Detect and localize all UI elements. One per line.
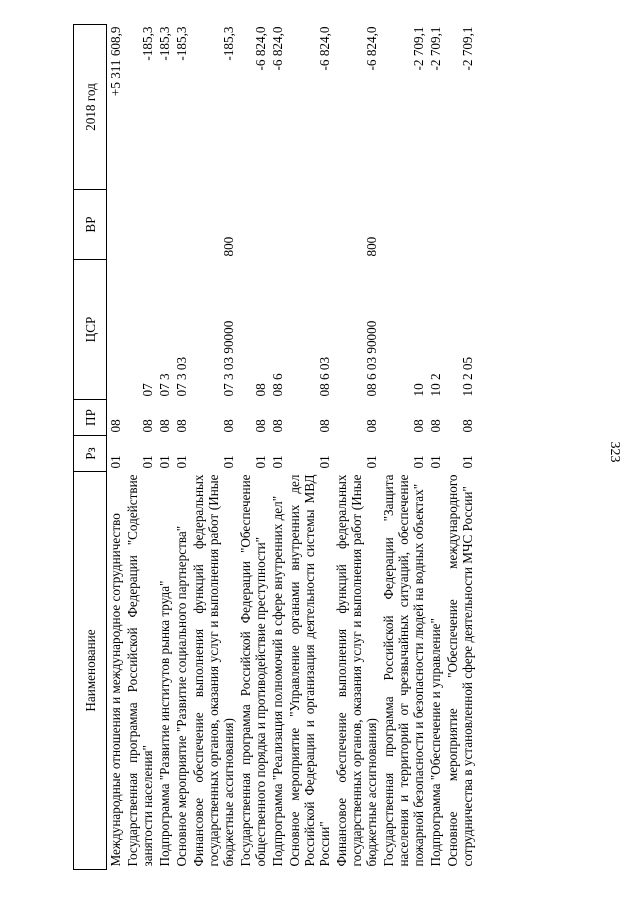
header-year: 2018 год <box>74 25 107 190</box>
cell-vr: 800 <box>221 236 236 257</box>
table-row <box>156 25 173 870</box>
cell-amount: -185,3 <box>140 26 155 61</box>
cell-rz: 01 <box>411 455 426 469</box>
cell-pr: 08 <box>428 419 443 433</box>
cell-amount: -185,3 <box>157 26 172 61</box>
cell-vr <box>173 190 190 260</box>
cell-pr: 08 <box>270 419 285 433</box>
cell-vr <box>427 190 444 260</box>
cell-rz: 01 <box>221 455 236 469</box>
cell-amount: -2 709,1 <box>460 26 475 71</box>
cell-rz: 01 <box>317 455 332 469</box>
cell-pr: 08 <box>317 419 332 433</box>
table-row <box>237 25 269 870</box>
cell-csr: 08 6 03 90000 <box>364 320 379 397</box>
cell-amount: -6 824,0 <box>270 26 285 71</box>
cell-csr: 08 6 03 <box>317 356 332 397</box>
cell-pr: 08 <box>140 419 155 433</box>
cell-name: Основное мероприятие "Развитие социального партнерства" <box>174 525 189 867</box>
cell-amount: -6 824,0 <box>364 26 379 71</box>
cell-rz: 01 <box>364 455 379 469</box>
table-row <box>286 25 333 870</box>
header-rz: Рз <box>74 436 107 472</box>
cell-name: Международные отношения и международное сотрудничество <box>108 513 123 867</box>
cell-name: Подпрограмма "Обеспечение и управление" <box>428 618 443 867</box>
cell-csr: 10 2 05 <box>460 356 475 397</box>
table-row <box>333 25 380 870</box>
cell-rz: 01 <box>253 455 268 469</box>
cell-csr: 07 <box>140 383 155 397</box>
cell-rz: 01 <box>270 455 285 469</box>
table-row <box>427 25 444 870</box>
cell-rz: 01 <box>428 455 443 469</box>
cell-pr: 08 <box>174 419 189 433</box>
header-vr: ВР <box>74 190 107 260</box>
cell-name: Основное мероприятие "Управление органами внутренних дел Российской Федерации и организация деятельности системы МВД России" <box>287 474 332 867</box>
cell-name: Государственная программа Российской Федерации "Содействие занятости населения" <box>125 474 155 867</box>
cell-amount: -6 824,0 <box>317 26 332 71</box>
cell-name: Основное мероприятие "Обеспечение международного сотрудничества в установленной сфере деятельности МЧС России" <box>445 474 475 867</box>
table-header-row <box>74 25 107 870</box>
cell-csr: 08 6 <box>270 373 285 397</box>
rotated-page-content <box>73 25 611 870</box>
table-row <box>269 25 286 870</box>
table-row <box>380 25 427 870</box>
cell-rz: 01 <box>108 455 123 469</box>
page-number: 323 <box>607 441 622 463</box>
cell-vr <box>380 190 427 260</box>
cell-vr <box>237 190 269 260</box>
cell-csr <box>107 260 125 400</box>
cell-amount: -2 709,1 <box>428 26 443 71</box>
table-row <box>173 25 190 870</box>
cell-vr: 800 <box>364 236 379 257</box>
cell-amount: +5 311 608,9 <box>108 26 123 97</box>
header-name: Наименование <box>74 472 107 870</box>
table-row <box>124 25 156 870</box>
cell-pr: 08 <box>411 419 426 433</box>
header-pr: ПР <box>74 400 107 436</box>
cell-amount: -6 824,0 <box>253 26 268 71</box>
cell-csr: 07 3 <box>157 373 172 397</box>
cell-csr: 07 3 03 <box>174 356 189 397</box>
cell-vr <box>124 190 156 260</box>
table-row <box>107 25 125 870</box>
cell-name: Подпрограмма "Реализация полномочий в сфере внутренних дел" <box>270 495 285 867</box>
cell-vr <box>107 190 125 260</box>
cell-vr <box>444 190 476 260</box>
cell-name: Финансовое обеспечение выполнения функций федеральных государственных органов, оказания услуг и выполнения работ (Иные бюджетные ассигнования) <box>191 474 236 867</box>
cell-amount: -2 709,1 <box>411 26 426 71</box>
cell-amount: -185,3 <box>174 26 189 61</box>
table-body <box>107 25 477 870</box>
table-row <box>444 25 476 870</box>
cell-csr: 10 <box>411 383 426 397</box>
cell-name: Государственная программа Российской Федерации "Обеспечение общественного порядка и противодействие преступности" <box>238 474 268 867</box>
table-row <box>190 25 237 870</box>
cell-csr: 10 2 <box>428 373 443 397</box>
cell-pr: 08 <box>364 419 379 433</box>
cell-csr: 08 <box>253 383 268 397</box>
header-csr: ЦСР <box>74 260 107 400</box>
cell-rz: 01 <box>157 455 172 469</box>
cell-vr <box>269 190 286 260</box>
cell-pr: 08 <box>108 419 123 433</box>
cell-csr: 07 3 03 90000 <box>221 320 236 397</box>
cell-name: Подпрограмма "Развитие институтов рынка труда" <box>157 580 172 867</box>
cell-vr <box>156 190 173 260</box>
cell-name: Государственная программа Российской Федерации "Защита населения и территорий от чрезвычайных ситуаций, обеспечение пожарной безопасности и безопасности людей на водных объектах" <box>381 474 426 867</box>
cell-rz: 01 <box>460 455 475 469</box>
cell-pr: 08 <box>253 419 268 433</box>
cell-pr: 08 <box>221 419 236 433</box>
cell-amount: -185,3 <box>221 26 236 61</box>
budget-table <box>73 24 476 870</box>
cell-vr <box>286 190 333 260</box>
cell-name: Финансовое обеспечение выполнения функций федеральных государственных органов, оказания услуг и выполнения работ (Иные бюджетные ассигнования) <box>334 474 379 867</box>
cell-rz: 01 <box>140 455 155 469</box>
cell-pr: 08 <box>157 419 172 433</box>
cell-rz: 01 <box>174 455 189 469</box>
cell-pr: 08 <box>460 419 475 433</box>
